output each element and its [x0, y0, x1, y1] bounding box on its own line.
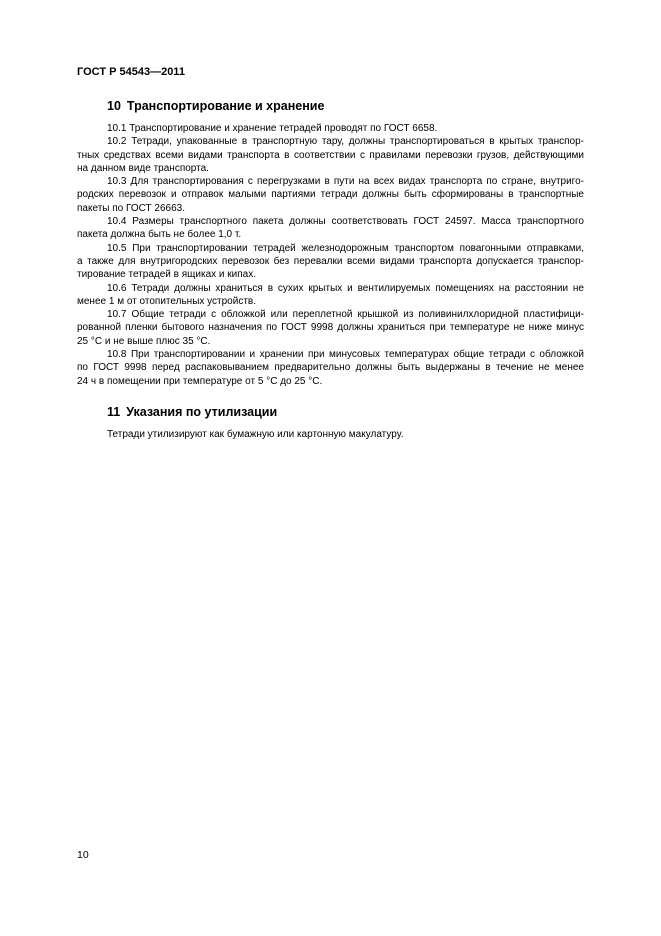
paragraph-line: пакета должна быть не более 1,0 т. [77, 229, 242, 241]
paragraph-10-2 [77, 135, 584, 175]
page-number: 10 [77, 849, 89, 861]
paragraph-line: 10.4 Размеры транспортного пакета должны соответствовать ГОСТ 24597. Масса транспортного [107, 216, 584, 228]
section-11-body [77, 428, 584, 441]
paragraph-line: родских перевозок и отправок малыми партиями тетради должны быть сформированы в транспортные [77, 189, 584, 201]
paragraph-line: 10.6 Тетради должны храниться в сухих крытых и вентилируемых помещениях на расстоянии не [107, 282, 584, 294]
paragraph-line: 10.7 Общие тетради с обложкой или переплетной крышкой из поливинилхлоридной пластифици- [107, 309, 584, 321]
paragraph-line: а также для внутригородских перевозок без перевалки всеми видами транспорта допускается транспор- [77, 255, 584, 267]
paragraph-line: менее 1 м от отопительных устройств. [77, 295, 257, 307]
paragraph-line: тных средствах всеми видами транспорта в соответствии с правилами перевозки грузов, действующими [77, 149, 584, 161]
paragraph-10-4 [77, 215, 584, 242]
paragraph-10-7 [77, 308, 584, 348]
section-10-title: Транспортирование и хранение [126, 99, 325, 113]
paragraph-line: Тетради утилизируют как бумажную или картонную макулатуру. [107, 429, 404, 440]
paragraph-line: на данном виде транспорта. [77, 162, 209, 174]
paragraph-line: 24 ч в помещении при температуре от 5 °С до 25 °С. [77, 375, 323, 387]
paragraph-10-1 [77, 122, 584, 135]
paragraph-line: 10.8 При транспортировании и хранении при минусовых температурах общие тетради с обложкой [107, 349, 584, 361]
paragraph-line: 10.5 При транспортировании тетрадей железнодорожным транспортом повагонными отправками, [107, 242, 584, 254]
paragraph-10-3 [77, 175, 584, 215]
paragraph-line: 10.2 Тетради, упакованные в транспортную тару, должны транспортироваться в крытых транспор- [107, 136, 584, 148]
section-11-number: 11 [107, 405, 121, 419]
section-11-heading [107, 405, 277, 419]
paragraph-line: рованной пленки бытового назначения по ГОСТ 9998 должны храниться при температуре не ниже минус [77, 322, 584, 334]
section-11-title: Указания по утилизации [126, 405, 278, 419]
paragraph-10-5 [77, 242, 584, 282]
paragraph-line: 10.3 Для транспортирования с перегрузками в пути на всех видах транспорта по стране, внутриго- [107, 176, 584, 188]
document-header: ГОСТ Р 54543—2011 [77, 66, 185, 78]
paragraph-line: по ГОСТ 9998 перед распаковыванием предварительно должны быть выдержаны в течение не менее [77, 362, 584, 374]
section-10-body [77, 122, 584, 388]
paragraph-line: тирование тетрадей в ящиках и кипах. [77, 269, 256, 281]
section-10-heading [107, 99, 324, 113]
paragraph-line: 25 °С и не выше плюс 35 °С. [77, 335, 211, 347]
paragraph-10-6 [77, 282, 584, 309]
paragraph-line: пакеты по ГОСТ 26663. [77, 202, 185, 214]
paragraph-line: 10.1 Транспортирование и хранение тетрадей проводят по ГОСТ 6658. [107, 123, 438, 134]
paragraph-10-8 [77, 348, 584, 388]
section-10-number: 10 [107, 99, 121, 113]
